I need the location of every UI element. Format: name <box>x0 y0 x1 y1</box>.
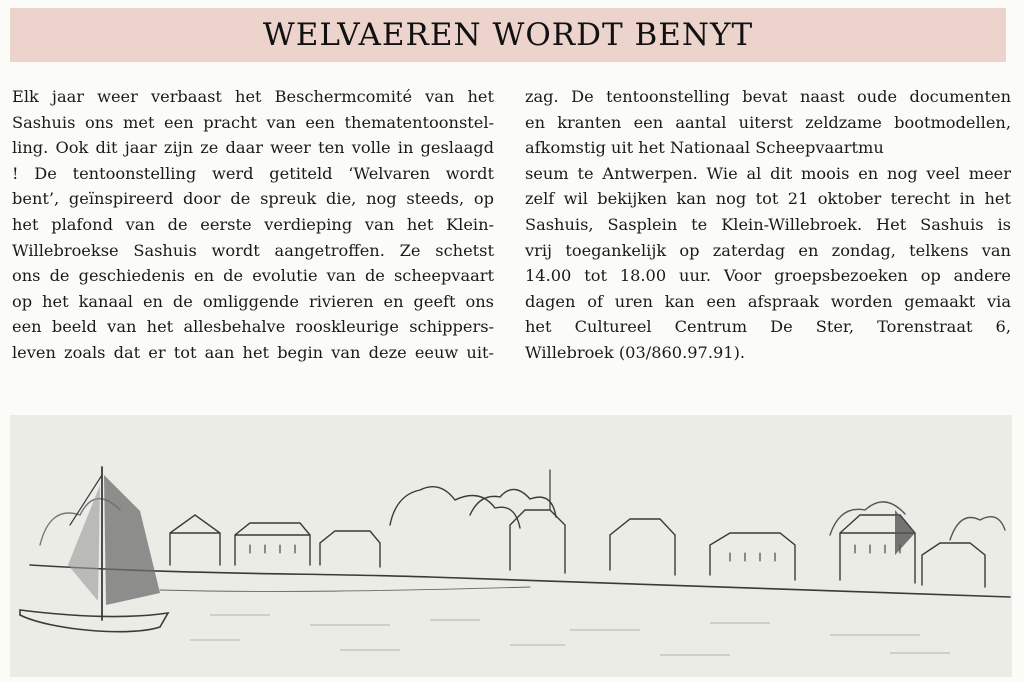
paragraph-line: bent’, geïnspireerd door de spreuk die, nog steeds, op <box>12 189 494 209</box>
paragraph-line: afkomstig uit het Nationaal Scheepvaartmu <box>525 138 884 158</box>
paragraph-line: dagen of uren kan een afspraak worden gemaakt via <box>525 291 1011 311</box>
paragraph-line: Sashuis, Sasplein te Klein-Willebroek. Het Sashuis is <box>525 214 1011 234</box>
paragraph-line: ling. Ook dit jaar zijn ze daar weer ten volle in geslaagd <box>12 138 494 158</box>
paragraph-line: zelf wil bekijken kan nog tot 21 oktober terecht in het <box>525 189 1011 209</box>
paragraph-line: 14.00 tot 18.00 uur. Voor groepsbezoeken op andere <box>525 266 1011 286</box>
paragraph-line: het plafond van de eerste verdieping van het Klein- <box>12 214 494 234</box>
paragraph-line: op het kanaal en de omliggende rivieren en geeft ons <box>12 291 494 311</box>
paragraph-line: Willebroek (03/860.97.91). <box>525 342 746 362</box>
paragraph-line: vrij toegankelijk op zaterdag en zondag, telkens van <box>525 240 1011 260</box>
article-title: WELVAEREN WORDT BENYT <box>262 17 754 53</box>
paragraph-line: en kranten een aantal uiterst zeldzame bootmodellen, <box>525 112 1011 132</box>
harbour-sketch-drawing <box>10 415 1012 677</box>
text-column-right <box>525 84 1011 366</box>
harbour-sketch-illustration <box>10 415 1012 677</box>
paragraph-line: zag. De tentoonstelling bevat naast oude documenten <box>525 87 1011 106</box>
title-banner <box>10 8 1006 62</box>
text-column-left <box>12 84 494 366</box>
paragraph-line: Elk jaar weer verbaast het Beschermcomité van het <box>12 87 494 106</box>
paragraph-line: Willebroekse Sashuis wordt aangetroffen. Ze schetst <box>12 240 494 260</box>
paragraph-line: een beeld van het allesbehalve rooskleurige schippers- <box>12 317 494 337</box>
paragraph-line: ons de geschiedenis en de evolutie van de scheepvaart <box>12 266 494 286</box>
paragraph-line: Sashuis ons met een pracht van een thematentoonstel- <box>12 112 494 132</box>
paragraph-line: seum te Antwerpen. Wie al dit moois en nog veel meer <box>525 163 1011 183</box>
paragraph-line: leven zoals dat er tot aan het begin van deze eeuw uit- <box>12 342 494 362</box>
paragraph-line: het Cultureel Centrum De Ster, Torenstraat 6, <box>525 317 1011 337</box>
paragraph-line: ! De tentoonstelling werd getiteld ‘Welvaren wordt <box>12 163 494 183</box>
